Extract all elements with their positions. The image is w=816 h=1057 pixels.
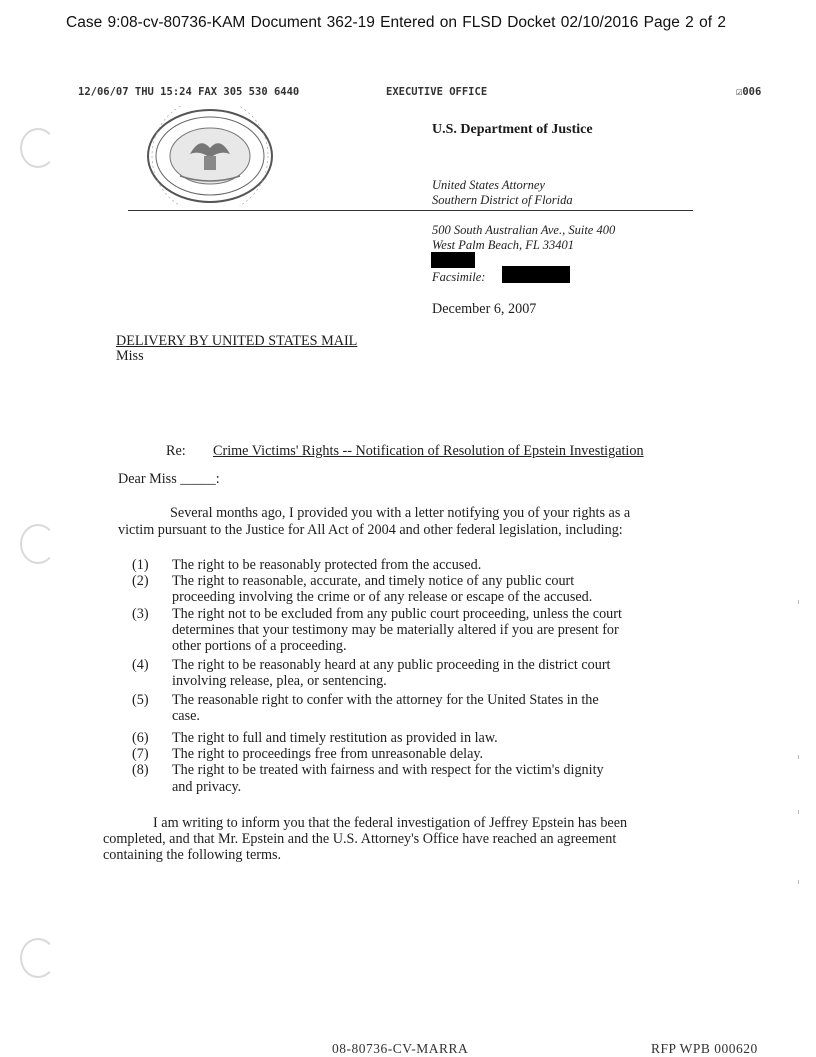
recipient-name: Miss <box>116 348 144 364</box>
redaction-block <box>431 252 475 268</box>
list-text: proceeding involving the crime or of any release or escape of the accused. <box>172 589 593 605</box>
list-number: (1) <box>132 557 149 573</box>
punch-hole-middle <box>20 524 56 564</box>
list-number: (3) <box>132 606 149 622</box>
re-subject: Crime Victims' Rights -- Notification of Resolution of Epstein Investigation <box>213 443 644 459</box>
scan-mark <box>798 600 799 604</box>
letter-date: December 6, 2007 <box>432 301 537 317</box>
list-text: The right to full and timely restitution as provided in law. <box>172 730 498 746</box>
list-number: (8) <box>132 762 149 778</box>
fax-office: EXECUTIVE OFFICE <box>386 86 488 98</box>
list-text: The right to proceedings free from unreasonable delay. <box>172 746 484 762</box>
list-text: The reasonable right to confer with the attorney for the United States in the <box>172 692 599 708</box>
fax-datetime: 12/06/07 THU 15:24 FAX 305 530 6440 <box>78 86 300 98</box>
punch-hole-bottom <box>20 938 56 978</box>
closing-line-3: containing the following terms. <box>103 847 282 863</box>
list-number: (2) <box>132 573 149 589</box>
footer-bates-number: RFP WPB 000620 <box>651 1041 758 1056</box>
list-text: involving release, plea, or sentencing. <box>172 673 387 689</box>
list-text: other portions of a proceeding. <box>172 638 347 654</box>
intro-line-1: Several months ago, I provided you with a letter notifying you of your rights as a <box>170 505 631 521</box>
address-line-2: West Palm Beach, FL 33401 <box>432 238 575 252</box>
list-text: and privacy. <box>172 779 242 795</box>
list-text: The right to reasonable, accurate, and timely notice of any public court <box>172 573 575 589</box>
closing-line-1: I am writing to inform you that the federal investigation of Jeffrey Epstein has been <box>153 815 628 831</box>
office-line-2: Southern District of Florida <box>432 193 573 207</box>
list-number: (6) <box>132 730 149 746</box>
list-text: The right to be reasonably heard at any public proceeding in the district court <box>172 657 611 673</box>
letterhead-rule <box>128 210 693 211</box>
address-line-1: 500 South Australian Ave., Suite 400 <box>432 223 616 237</box>
facsimile-redaction <box>502 266 570 283</box>
department-name: U.S. Department of Justice <box>432 122 593 137</box>
list-text: The right to be reasonably protected from the accused. <box>172 557 482 573</box>
list-text: case. <box>172 708 200 724</box>
list-text: The right not to be excluded from any public court proceeding, unless the court <box>172 606 622 622</box>
intro-line-2: victim pursuant to the Justice for All Act of 2004 and other federal legislation, including: <box>118 522 623 538</box>
footer-case-number: 08-80736-CV-MARRA <box>332 1041 469 1056</box>
doj-seal-icon <box>140 106 280 206</box>
list-number: (4) <box>132 657 149 673</box>
scan-mark <box>798 755 799 759</box>
scan-mark <box>798 880 799 884</box>
facsimile-label: Facsimile: <box>432 270 486 284</box>
delivery-method: DELIVERY BY UNITED STATES MAIL <box>116 333 358 349</box>
list-text: determines that your testimony may be materially altered if you are present for <box>172 622 619 638</box>
punch-hole-top <box>20 128 56 168</box>
office-line-1: United States Attorney <box>432 178 545 192</box>
salutation: Dear Miss _____: <box>118 471 220 487</box>
list-number: (7) <box>132 746 149 762</box>
list-number: (5) <box>132 692 149 708</box>
scan-mark <box>798 810 799 814</box>
fax-page-code: ☑006 <box>736 86 762 98</box>
case-header: Case 9:08-cv-80736-KAM Document 362-19 Entered on FLSD Docket 02/10/2016 Page 2 of 2 <box>66 14 726 31</box>
closing-line-2: completed, and that Mr. Epstein and the U.S. Attorney's Office have reached an agreement <box>103 831 617 847</box>
list-text: The right to be treated with fairness and with respect for the victim's dignity <box>172 762 604 778</box>
re-label: Re: <box>166 443 186 459</box>
